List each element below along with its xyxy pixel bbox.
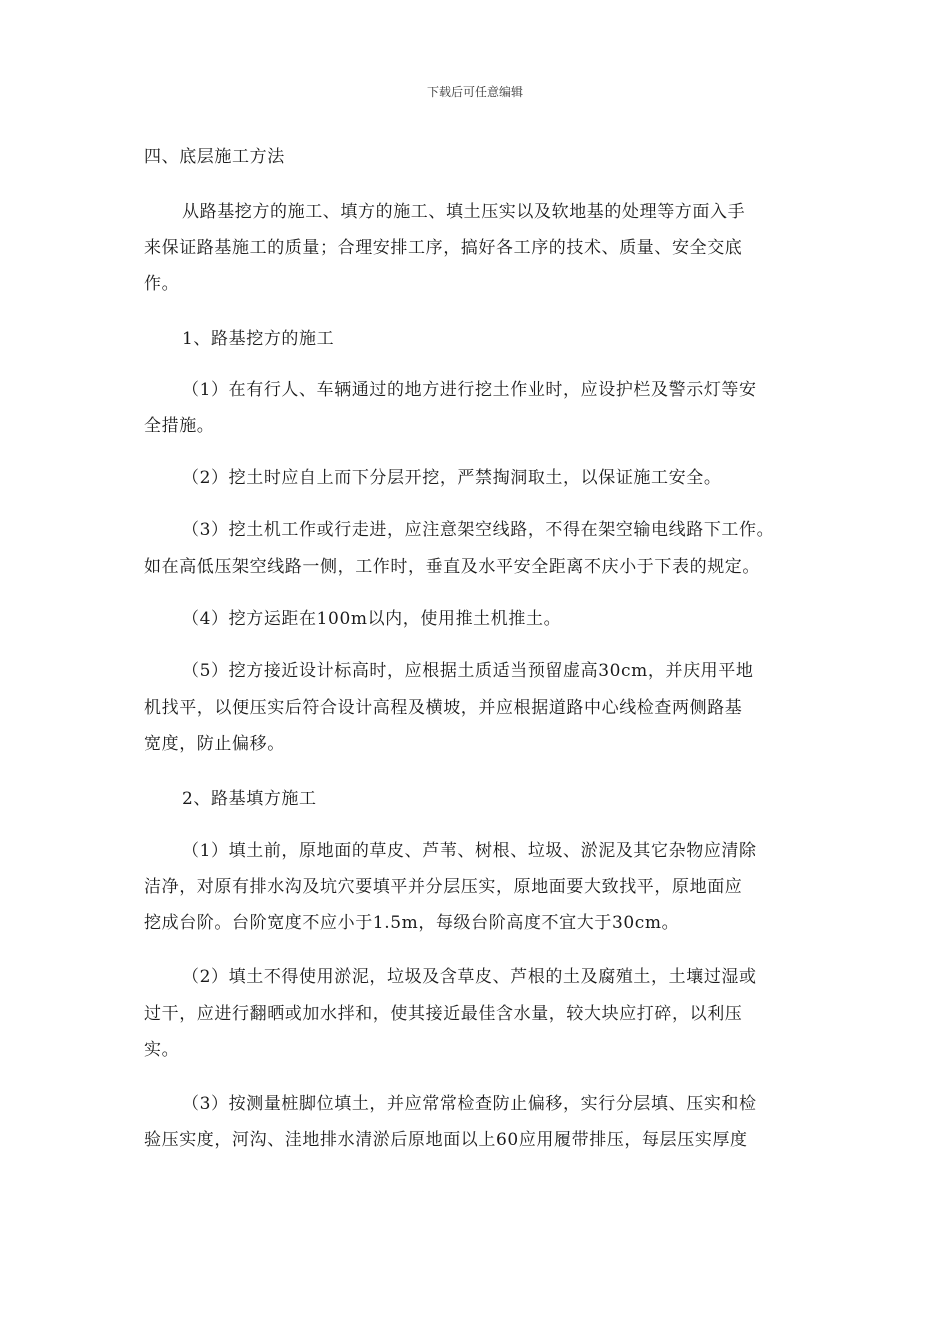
paragraph-line: 洁净，对原有排水沟及坑穴要填平并分层压实，原地面要大致找平，原地面应 xyxy=(144,877,743,897)
paragraph-line: 机找平，以便压实后符合设计高程及横坡，并应根据道路中心线检查两侧路基 xyxy=(144,698,743,718)
paragraph-line: 从路基挖方的施工、填方的施工、填土压实以及软地基的处理等方面入手 xyxy=(182,202,746,222)
subsection-heading: 2、路基填方施工 xyxy=(182,789,317,809)
paragraph-line: （2）挖土时应自上而下分层开挖，严禁掏洞取土，以保证施工安全。 xyxy=(182,468,722,488)
paragraph-line: 实。 xyxy=(144,1040,180,1060)
section-heading: 四、底层施工方法 xyxy=(144,147,285,167)
paragraph-line: （4）挖方运距在100m以内，使用推土机推土。 xyxy=(182,609,562,629)
paragraph-line: （1）填土前，原地面的草皮、芦苇、树根、垃圾、淤泥及其它杂物应清除 xyxy=(182,841,757,861)
paragraph-line: 作。 xyxy=(144,274,180,294)
paragraph-line: 如在高低压架空线路一侧，工作时，垂直及水平安全距离不庆小于下表的规定。 xyxy=(144,557,760,577)
paragraph-line: （1）在有行人、车辆通过的地方进行挖土作业时，应设护栏及警示灯等安 xyxy=(182,380,757,400)
paragraph-line: 验压实度，河沟、洼地排水清淤后原地面以上60应用履带排压，每层压实厚度 xyxy=(144,1130,748,1150)
paragraph-line: 来保证路基施工的质量；合理安排工序，搞好各工序的技术、质量、安全交底 xyxy=(144,238,743,258)
paragraph-line: 过干，应进行翻晒或加水拌和，使其接近最佳含水量，较大块应打碎，以利压 xyxy=(144,1004,743,1024)
paragraph-line: （5）挖方接近设计标高时，应根据土质适当预留虚高30cm，并庆用平地 xyxy=(182,661,754,681)
paragraph-line: （3）挖土机工作或行走进，应注意架空线路，不得在架空输电线路下工作。 xyxy=(182,520,775,540)
paragraph-line: 全措施。 xyxy=(144,416,215,436)
paragraph-line: 宽度，防止偏移。 xyxy=(144,734,285,754)
paragraph-line: 挖成台阶。台阶宽度不应小于1.5m，每级台阶高度不宜大于30cm。 xyxy=(144,913,680,933)
paragraph-line: （2）填土不得使用淤泥，垃圾及含草皮、芦根的土及腐殖土，土壤过湿或 xyxy=(182,967,757,987)
page-header: 下载后可任意编辑 xyxy=(426,85,523,99)
subsection-heading: 1、路基挖方的施工 xyxy=(182,329,335,349)
paragraph-line: （3）按测量桩脚位填土，并应常常检查防止偏移，实行分层填、压实和检 xyxy=(182,1094,757,1114)
